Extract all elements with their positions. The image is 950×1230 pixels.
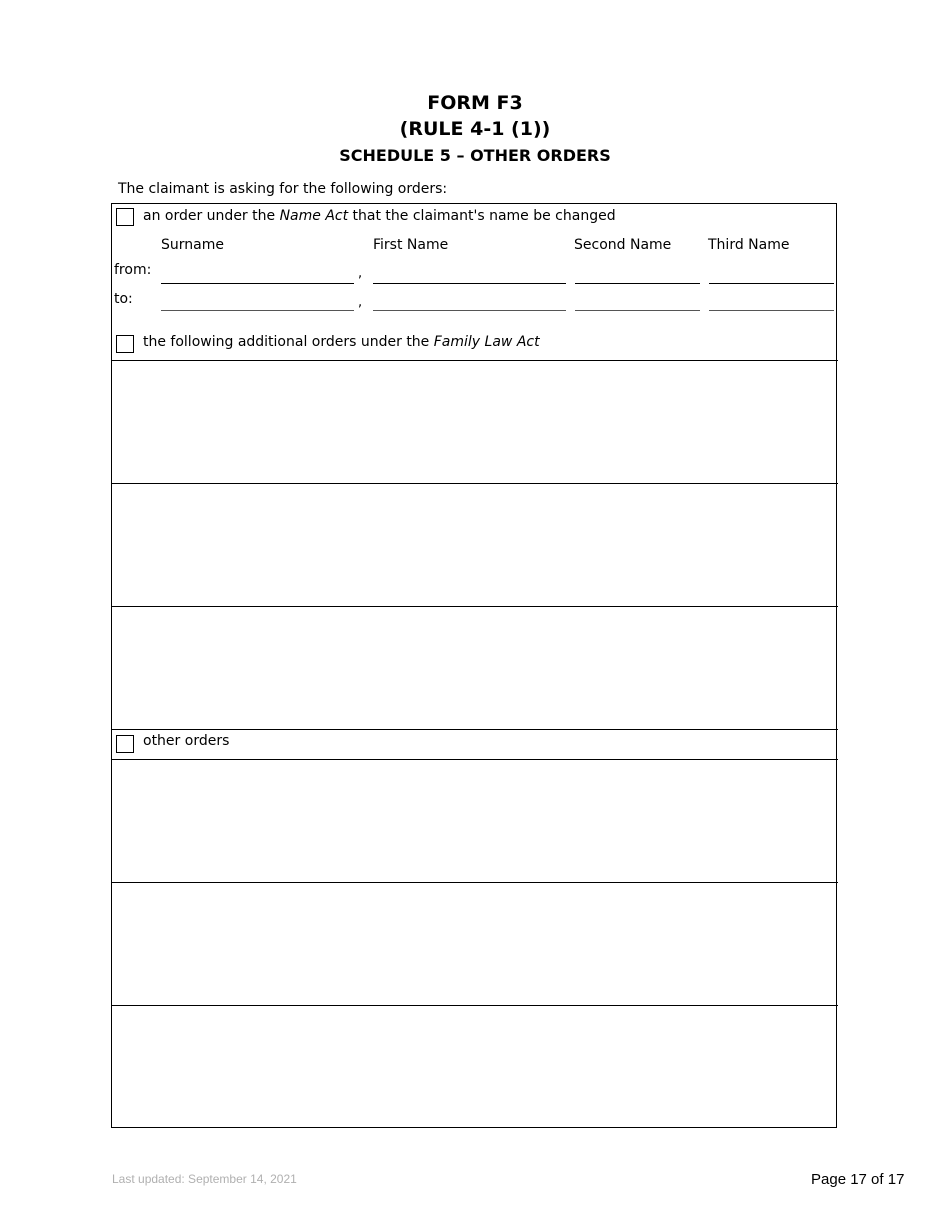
to-separator: , [358, 295, 363, 310]
name-change-label-prefix: an order under the [143, 208, 280, 224]
from-third-name-field[interactable] [709, 283, 834, 284]
other-orders-checkbox[interactable] [116, 735, 134, 753]
to-surname-field[interactable] [161, 310, 354, 311]
additional-orders-label-prefix: the following additional orders under the [143, 334, 434, 350]
intro-text: The claimant is asking for the following orders: [118, 181, 448, 197]
last-updated-text: Last updated: September 14, 2021 [112, 1172, 297, 1186]
from-second-name-field[interactable] [575, 283, 700, 284]
form-title: FORM F3 [427, 92, 523, 114]
additional-order-entry-2[interactable] [112, 484, 836, 605]
divider [111, 729, 838, 730]
other-order-entry-1[interactable] [112, 760, 836, 881]
column-third-name: Third Name [708, 237, 790, 253]
schedule-title: SCHEDULE 5 – OTHER ORDERS [339, 146, 611, 165]
other-order-entry-2[interactable] [112, 883, 836, 1004]
family-law-act-text: Family Law Act [433, 334, 540, 350]
from-first-name-field[interactable] [373, 283, 566, 284]
from-label: from: [114, 262, 152, 278]
name-act-text: Name Act [279, 208, 349, 224]
form-rule: (RULE 4-1 (1)) [399, 118, 551, 140]
other-orders-label: other orders [143, 733, 230, 749]
to-third-name-field[interactable] [709, 310, 834, 311]
page-number: Page 17 of 17 [811, 1171, 905, 1188]
additional-order-entry-3[interactable] [112, 607, 836, 728]
from-surname-field[interactable] [161, 283, 354, 284]
name-change-label [143, 208, 616, 224]
to-second-name-field[interactable] [575, 310, 700, 311]
name-change-label-suffix: that the claimant's name be changed [348, 208, 616, 224]
to-first-name-field[interactable] [373, 310, 566, 311]
column-second-name: Second Name [574, 237, 672, 253]
additional-order-entry-1[interactable] [112, 361, 836, 482]
column-surname: Surname [161, 237, 224, 253]
other-order-entry-3[interactable] [112, 1006, 836, 1127]
name-change-checkbox[interactable] [116, 208, 134, 226]
to-label: to: [114, 291, 133, 307]
additional-orders-checkbox[interactable] [116, 335, 134, 353]
from-separator: , [358, 266, 363, 281]
column-first-name: First Name [373, 237, 449, 253]
additional-orders-label [143, 334, 540, 350]
